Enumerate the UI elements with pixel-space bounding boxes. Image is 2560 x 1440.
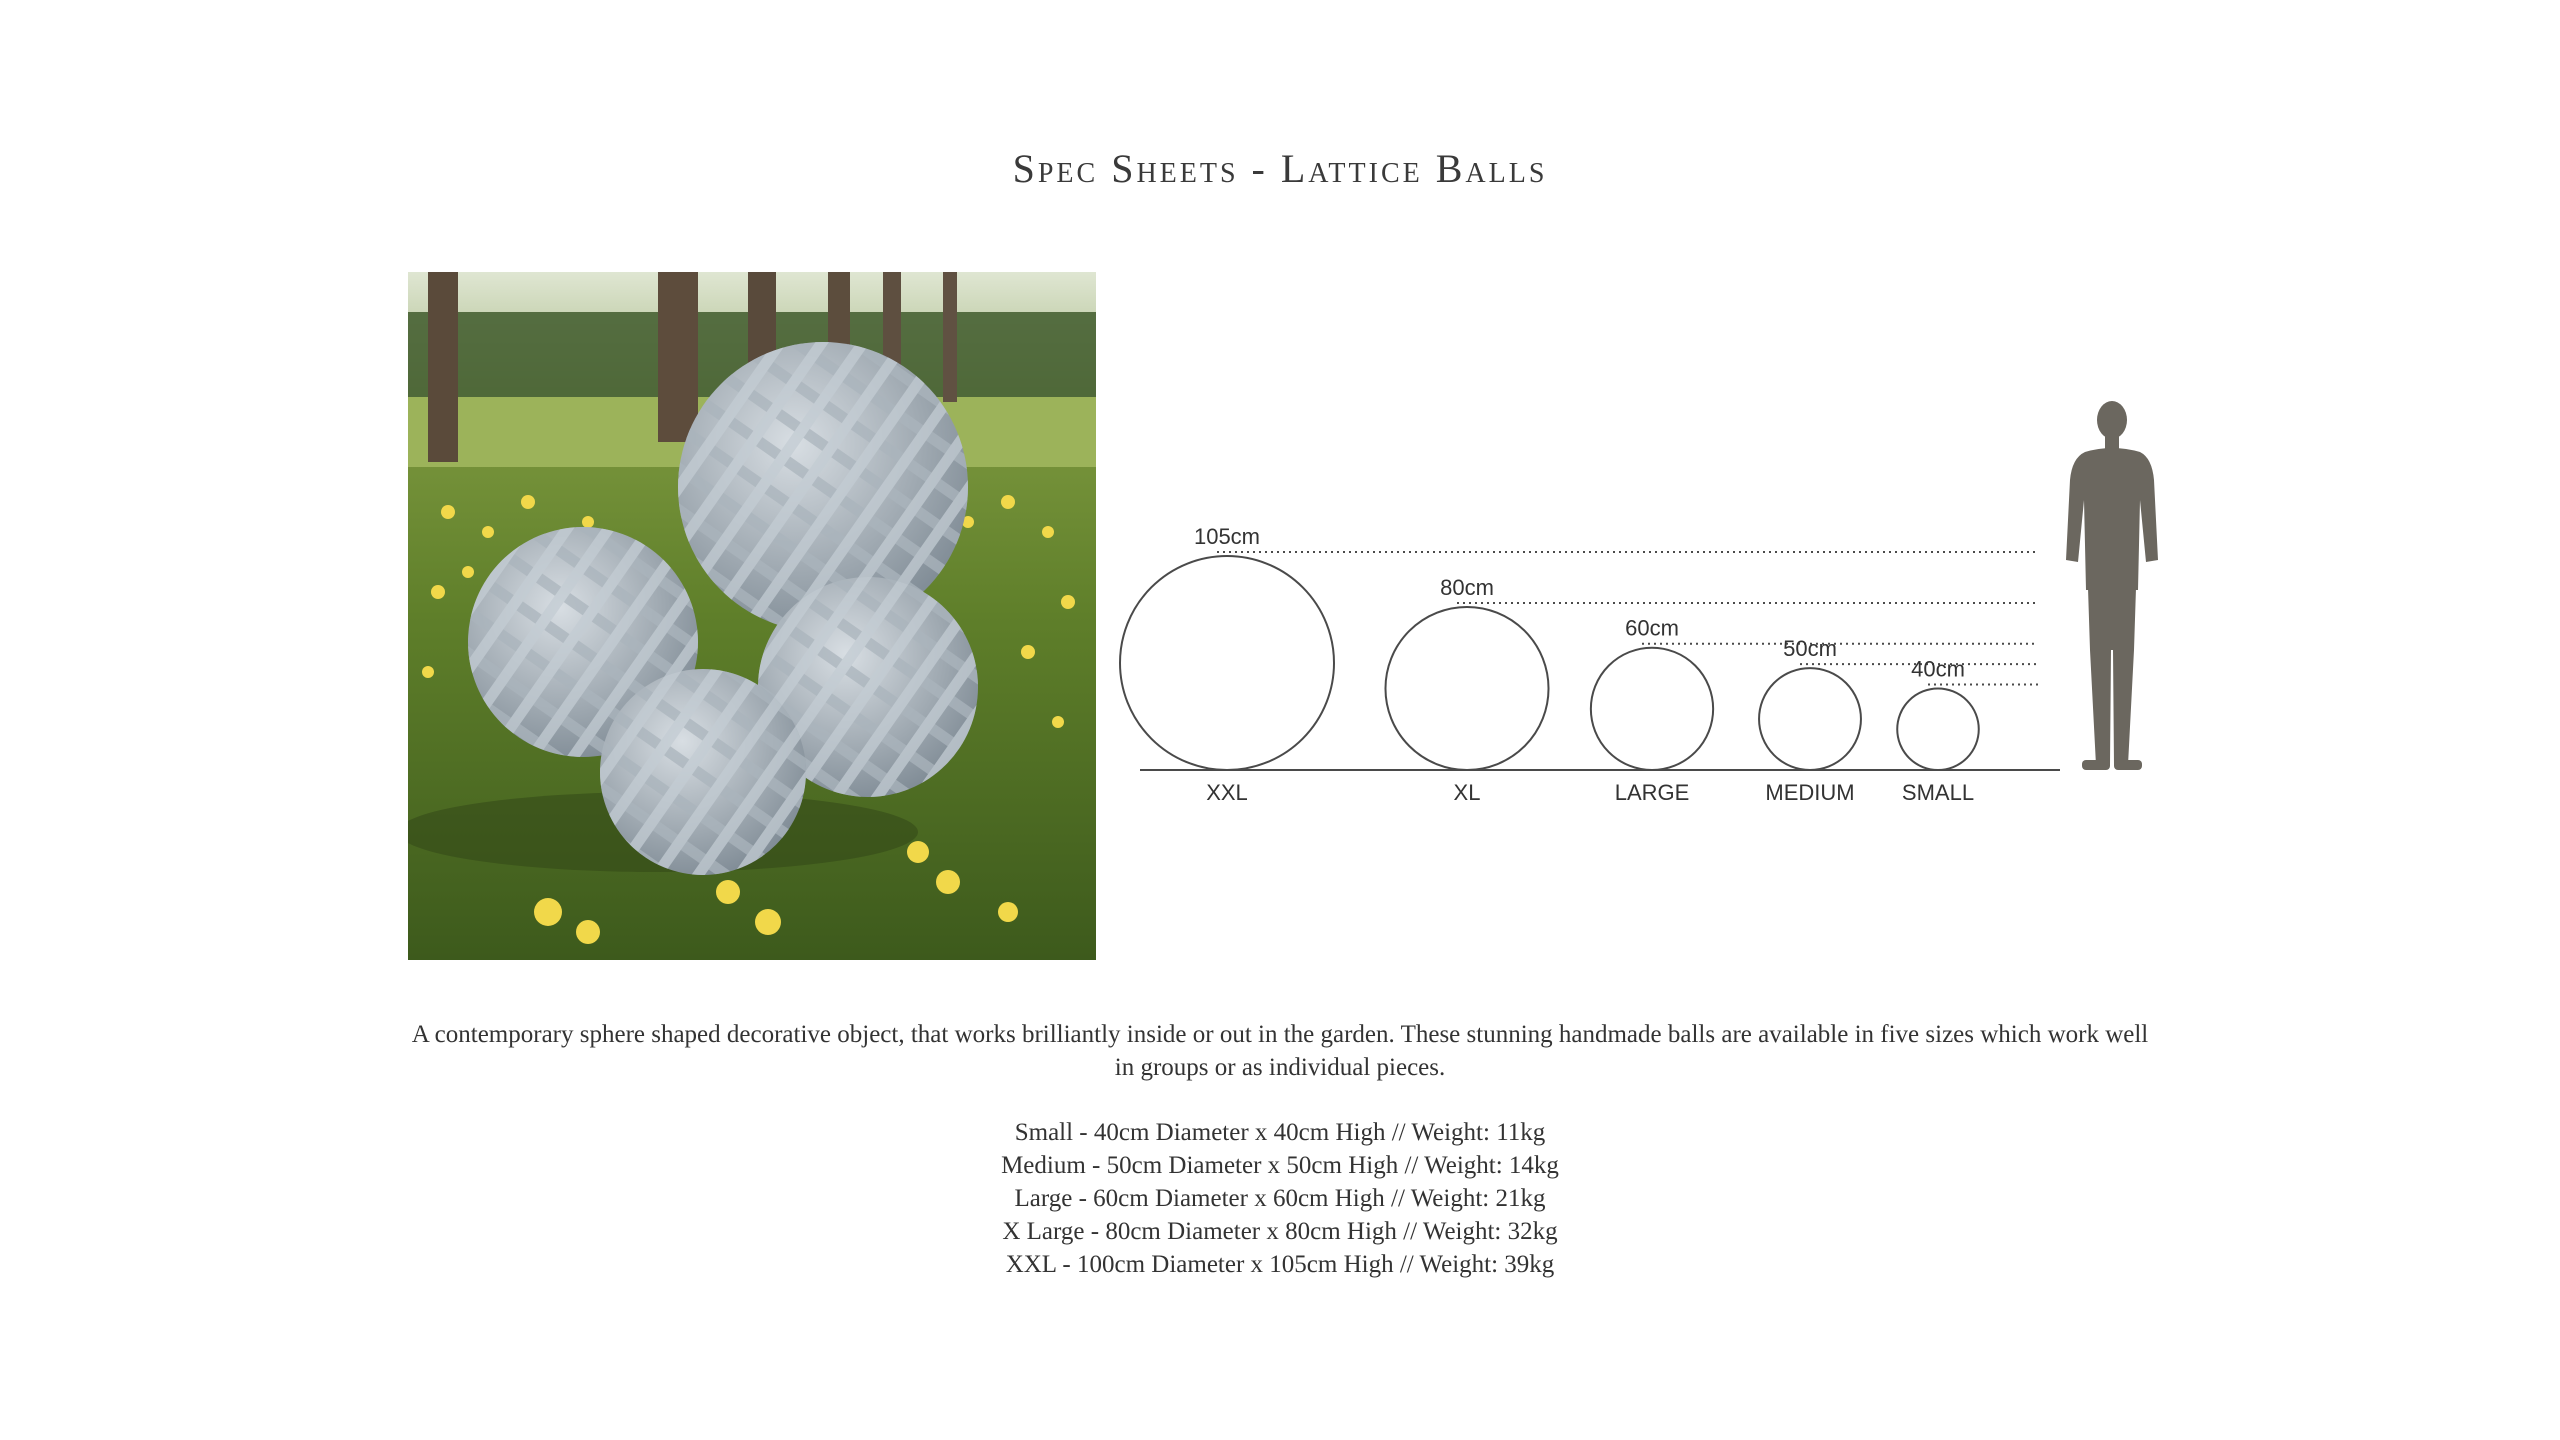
product-description: A contemporary sphere shaped decorative object, that works brilliantly inside or out in the garden. These stunning handmade balls are available in five sizes which work well in groups or as individual pieces. bbox=[411, 1021, 2149, 1081]
spec-line-large: Large - 60cm Diameter x 60cm High // Weight: 21kg bbox=[1014, 1185, 1546, 1212]
ball-outline-small bbox=[1897, 688, 1979, 770]
dimension-label-xxl: 105cm bbox=[1193, 524, 1261, 549]
dimension-label-small: 40cm bbox=[1911, 656, 1965, 682]
dimension-label-xl: 80cm bbox=[1440, 574, 1494, 600]
human-silhouette-icon bbox=[2066, 401, 2158, 770]
size-label-small: SMALL bbox=[1901, 780, 1975, 805]
ball-outline-medium bbox=[1759, 668, 1861, 770]
spec-line-x-large: X Large - 80cm Diameter x 80cm High // Weight: 32kg bbox=[1002, 1218, 1558, 1245]
spec-line-xxl: XXL - 100cm Diameter x 105cm High // Weight: 39kg bbox=[1005, 1251, 1555, 1278]
ball-outline-large bbox=[1591, 648, 1713, 770]
product-photo bbox=[408, 272, 1096, 960]
ball-outline-xxl bbox=[1120, 556, 1334, 770]
size-label-xxl: XXL bbox=[1206, 780, 1248, 805]
spec-line-small: Small - 40cm Diameter x 40cm High // Weight: 11kg bbox=[1014, 1119, 1546, 1146]
ball-outline-xl bbox=[1385, 607, 1548, 770]
dimension-label-medium: 50cm bbox=[1783, 636, 1837, 662]
page-title: Spec Sheets - Lattice Balls bbox=[1012, 146, 1548, 191]
spec-line-medium: Medium - 50cm Diameter x 50cm High // Weight: 14kg bbox=[1001, 1152, 1559, 1179]
size-comparison-diagram bbox=[1100, 390, 2220, 830]
dimension-label-large: 60cm bbox=[1625, 615, 1679, 641]
size-label-medium: MEDIUM bbox=[1765, 780, 1855, 805]
spec-list bbox=[0, 1116, 2560, 1281]
size-label-large: LARGE bbox=[1614, 780, 1690, 805]
size-label-xl: XL bbox=[1453, 780, 1481, 805]
